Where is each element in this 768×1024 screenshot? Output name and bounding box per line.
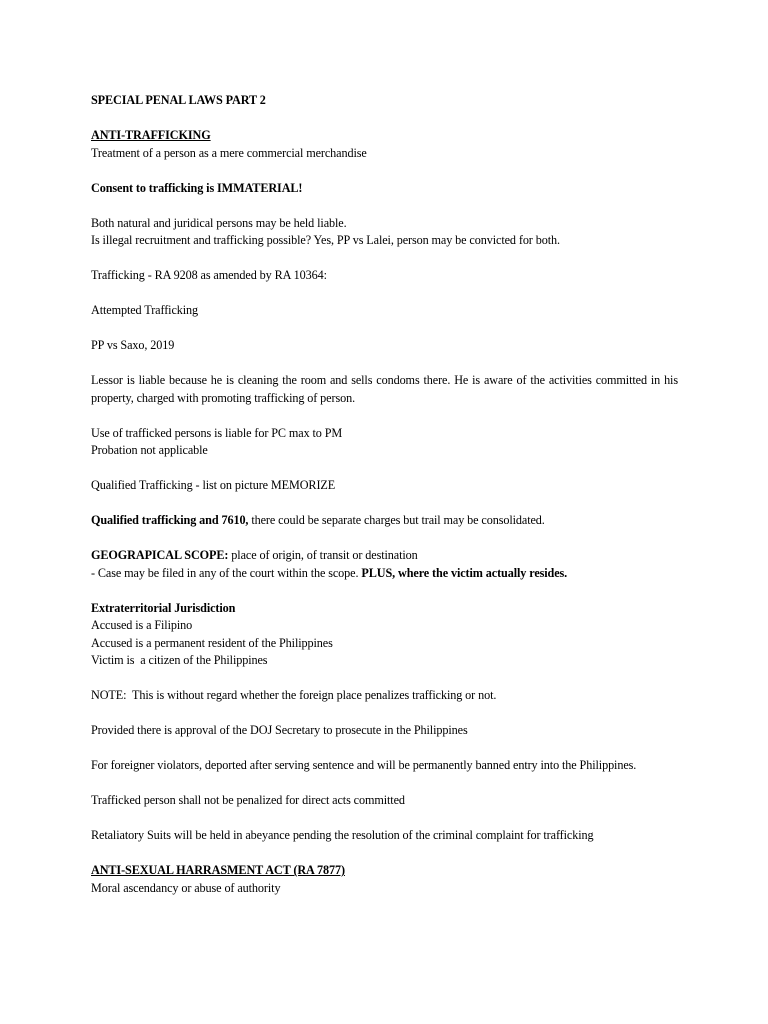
probation-text: Probation not applicable xyxy=(91,443,208,457)
section-heading-anti-trafficking: ANTI-TRAFFICKING xyxy=(91,128,211,142)
geographical-scope xyxy=(91,547,678,565)
attempted-trafficking: Attempted Trafficking xyxy=(91,303,199,317)
qualified-trafficking: Qualified Trafficking - list on picture MEMORIZE xyxy=(91,478,336,492)
lessor-paragraph: Lessor is liable because he is cleaning the room and sells condoms there. He is aware of the activities committed in his property, charged with promoting trafficking of person. xyxy=(91,373,678,405)
illegal-recruitment-text: Is illegal recruitment and trafficking possible? Yes, PP vs Lalei, person may be convicted for both. xyxy=(91,233,560,247)
qualified-7610-bold: Qualified trafficking and 7610, xyxy=(91,513,249,527)
use-liable-text: Use of trafficked persons is liable for PC max to PM xyxy=(91,425,343,440)
qualified-7610-paragraph xyxy=(91,512,678,530)
document-title: SPECIAL PENAL LAWS PART 2 xyxy=(91,93,266,107)
qualified-7610-rest: there could be separate charges but trail may be consolidated. xyxy=(248,513,545,527)
law-reference: Trafficking - RA 9208 as amended by RA 10364: xyxy=(91,268,327,282)
geo-scope-text: place of origin, of transit or destination xyxy=(228,548,418,562)
not-penalized-text: Trafficked person shall not be penalized for direct acts committed xyxy=(91,793,405,807)
extraterritorial-item: Accused is a permanent resident of the Philippines xyxy=(91,635,333,650)
definition-text: Treatment of a person as a mere commercial merchandise xyxy=(91,145,367,160)
extraterritorial-item: Victim is a citizen of the Philippines xyxy=(91,653,268,667)
consent-statement: Consent to trafficking is IMMATERIAL! xyxy=(91,180,303,195)
geo-scope-label: GEOGRAPICAL SCOPE: xyxy=(91,548,229,562)
liable-text: Both natural and juridical persons may be held liable. xyxy=(91,215,347,230)
section-heading-anti-sexual-harassment: ANTI-SEXUAL HARRASMENT ACT (RA 7877) xyxy=(91,863,345,877)
note-text: NOTE: This is without regard whether the foreign place penalizes trafficking or not. xyxy=(91,688,497,702)
geo-case-text: - Case may be filed in any of the court within the scope. xyxy=(91,565,362,580)
moral-ascendancy-text: Moral ascendancy or abuse of authority xyxy=(91,880,281,895)
extraterritorial-item: Accused is a Filipino xyxy=(91,618,193,632)
doj-text: Provided there is approval of the DOJ Secretary to prosecute in the Philippines xyxy=(91,723,468,737)
retaliatory-text: Retaliatory Suits will be held in abeyance pending the resolution of the criminal complaint for trafficking xyxy=(91,828,594,842)
extraterritorial-heading: Extraterritorial Jurisdiction xyxy=(91,600,236,615)
geo-case-line xyxy=(91,565,678,583)
foreigner-paragraph: For foreigner violators, deported after serving sentence and will be permanently banned entry into the Philippines. xyxy=(91,758,637,772)
document-body xyxy=(91,92,678,897)
case-citation: PP vs Saxo, 2019 xyxy=(91,338,175,352)
geo-case-bold: PLUS, where the victim actually resides. xyxy=(361,565,568,580)
